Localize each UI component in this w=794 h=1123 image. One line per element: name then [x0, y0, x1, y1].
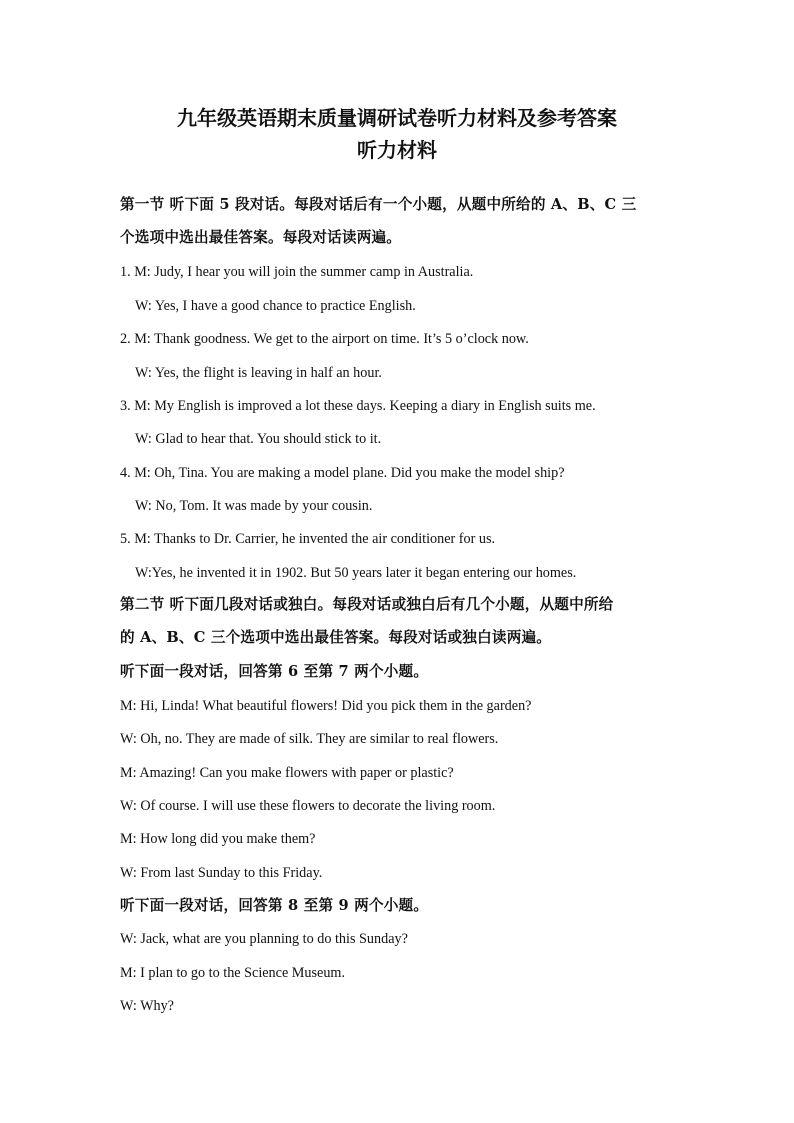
dialogue-line: M: Amazing! Can you make flowers with paper or plastic? — [120, 765, 454, 781]
dialogue-line: M: How long did you make them? — [120, 831, 316, 847]
document-subtitle: 听力材料 — [357, 138, 437, 162]
dialogue-line: M: I plan to go to the Science Museum. — [120, 965, 345, 981]
dialogue-line: 2. M: Thank goodness. We get to the airport on time. It’s 5 o’clock now. — [120, 331, 529, 347]
dialogue-line: W: Jack, what are you planning to do this Sunday? — [120, 931, 408, 947]
dialogue-line: 4. M: Oh, Tina. You are making a model plane. Did you make the model ship? — [120, 465, 565, 481]
document-title: 九年级英语期末质量调研试卷听力材料及参考答案 — [177, 106, 617, 130]
dialogue-line: W: Oh, no. They are made of silk. They are similar to real flowers. — [120, 731, 499, 747]
dialogue-line: 3. M: My English is improved a lot these days. Keeping a diary in English suits me. — [120, 398, 596, 414]
dialogue-line: W: Of course. I will use these flowers to decorate the living room. — [120, 798, 496, 814]
dialogue-line: W: No, Tom. It was made by your cousin. — [135, 498, 373, 514]
section1-heading-line1: 第一节 听下面 5 段对话。每段对话后有一个小题，从题中所给的 A、B、C 三 — [120, 196, 637, 213]
section1-heading-line2: 个选项中选出最佳答案。每段对话读两遍。 — [120, 229, 402, 246]
dialogue-line: W: From last Sunday to this Friday. — [120, 865, 323, 881]
dialogue-line: W: Yes, I have a good chance to practice English. — [135, 298, 416, 314]
section2-heading-line1: 第二节 听下面几段对话或独白。每段对话或独白后有几个小题，从题中所给 — [120, 596, 614, 613]
dialogue-line: W:Yes, he invented it in 1902. But 50 years later it began entering our homes. — [135, 565, 577, 581]
dialogue-line: 5. M: Thanks to Dr. Carrier, he invented the air conditioner for us. — [120, 531, 496, 547]
dialogue-line: W: Why? — [120, 998, 174, 1014]
dialogue-line: W: Glad to hear that. You should stick to it. — [135, 431, 382, 447]
section2-heading-line2: 的 A、B、C 三个选项中选出最佳答案。每段对话或独白读两遍。 — [120, 629, 552, 646]
dialogue-line: M: Hi, Linda! What beautiful flowers! Did you pick them in the garden? — [120, 698, 532, 714]
dialogue-line: W: Yes, the flight is leaving in half an hour. — [135, 365, 382, 381]
section2-sub1-heading: 听下面一段对话，回答第 6 至第 7 两个小题。 — [120, 663, 429, 680]
dialogue-line: 1. M: Judy, I hear you will join the summer camp in Australia. — [120, 264, 474, 280]
section2-sub2-heading: 听下面一段对话，回答第 8 至第 9 两个小题。 — [120, 897, 429, 914]
